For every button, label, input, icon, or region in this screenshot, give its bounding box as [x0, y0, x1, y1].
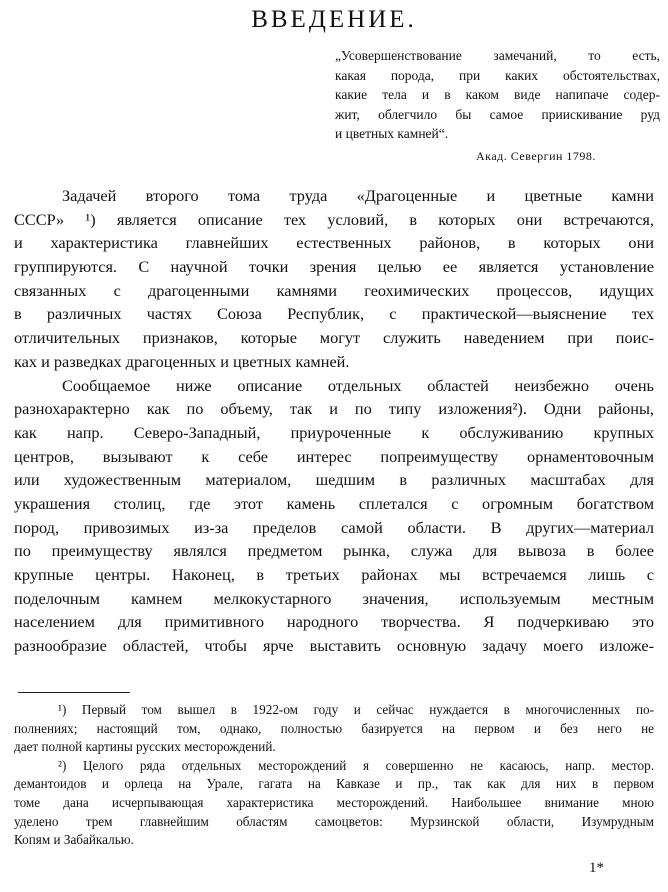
epigraph-line: какая порода, при каких обстоятельствах, [335, 67, 660, 83]
epigraph-line: „Усовершенствование замечаний, то есть, [335, 48, 660, 63]
footnote-divider [18, 692, 130, 693]
body-line: связанных с драгоценными камнями геохимических процессов, идущих [14, 280, 654, 300]
footnote-line: дает полной картины русских месторождений. [14, 739, 276, 755]
footnote-line: ²) Целого ряда отдельных месторождений я совершенно не касаюсь, напр. местор. [58, 757, 654, 773]
footnote-line: уделено трем главнейшим областям самоцветов: Мурзинской области, Изумрудным [14, 813, 654, 829]
body-line: СССР» ¹) является описание тех условий, в которых они встречаются, [14, 209, 654, 229]
body-line: поделочным камнем мелкокустарного значения, используемым местным [14, 588, 654, 608]
body-line: крупные центры. Наконец, в третьих районах мы встречаемся лишь с [14, 565, 654, 584]
body-line: разнообразие областей, чтобы ярче выставить основную задачу моего изложе- [14, 636, 654, 656]
body-line: как напр. Северо-Западный, приуроченные к обслуживанию крупных [14, 422, 654, 442]
body-line: по преимуществу являлся предметом рынка, служа для вывоза в более [14, 541, 654, 561]
epigraph-line: какие тела и в каком виде напипаче содер- [335, 87, 660, 103]
body-line: Задачей второго тома труда «Драгоценные и цветные камни [62, 186, 654, 205]
epigraph [335, 46, 660, 144]
footnote-line: Копям и Забайкалью. [14, 832, 134, 848]
body-text [14, 184, 654, 658]
body-line: пород, привозимых из-за пределов самой области. В других—материал [14, 517, 654, 537]
body-line: в различных частях Союза Республик, с практической—выяснение тех [14, 304, 654, 324]
page-number: 1* [589, 860, 604, 876]
body-line: и характеристика главнейших естественных районов, в которых они [14, 233, 654, 253]
footnote-line: ¹) Первый том вышел в 1922-ом году и сейчас нуждается в многочисленных по- [58, 702, 654, 717]
epigraph-attribution: Акад. Севергин 1798. [476, 149, 596, 163]
body-line: группируются. С научной точки зрения целью ее является установление [14, 257, 654, 277]
body-line: украшения столиц, где этот камень сплетался с огромным богатством [14, 493, 654, 513]
body-line: центров, вызывают к себе интерес попреимуществу орнаментовочным [14, 446, 654, 466]
body-line: ках и разведках драгоценных и цветных камней. [14, 351, 350, 371]
page-title: ВВЕДЕНИЕ. [251, 6, 417, 33]
body-line: населением для примитивного народного творчества. Я подчеркиваю это [14, 612, 654, 632]
body-line: отличительных признаков, которые могут служить наведением при поис- [14, 328, 654, 348]
epigraph-line: и цветных камней“. [335, 126, 449, 142]
footnote-line: томе дана исчерпывающая характеристика месторождений. Наибольшее внимание мною [14, 794, 654, 810]
epigraph-line: жит, облегчило бы самое приискивание руд [335, 106, 660, 122]
footnote-line: полнениях; настоящий том, однако, полностью базируется на первом и без него не [14, 720, 654, 736]
body-line: разнохарактерно как по объему, так и по типу изложения²). Одни районы, [14, 399, 654, 419]
footnotes [14, 701, 654, 850]
body-line: или художественным материалом, шедшим в различных масштабах для [14, 470, 654, 490]
body-line: Сообщаемое ниже описание отдельных областей неизбежно очень [62, 375, 654, 395]
footnote-line: демантоидов и орлеца на Урале, гагата на Кавказе и пр., так как для них в первом [14, 776, 654, 792]
